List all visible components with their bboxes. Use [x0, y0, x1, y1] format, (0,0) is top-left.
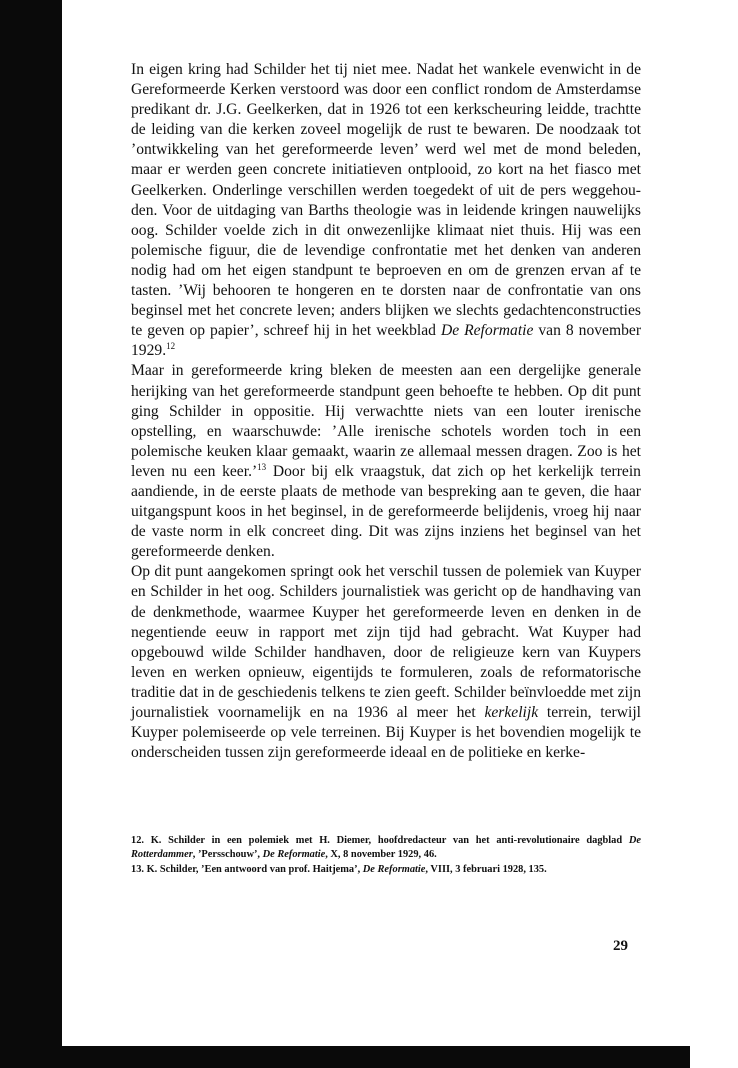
page-number: 29: [613, 938, 628, 954]
text-run: Op dit punt aangekomen springt ook het verschil tussen de polemiek van Kuyper en Schilder in het oog. Schilders journalistiek was gericht op de handhaving van de denkmethode, waarmee Kuyper het gereformeerde leven en denken in de negentiende eeuw in rapport met zijn tijd had gebracht. Wat Kuyper had opgebouwd wilde Schilder handhaven, door de religieuze kern van Kuypers leven en werken opnieuw, eigentijds te formuleren, zoals de reformatorische traditie dat in de geschiedenis telkens te zien geeft. Schilder beïnvloedde met zijn journalistiek voornamelijk en na 1936 al meer het: [131, 563, 641, 721]
footnote-ref-13: 13: [257, 461, 267, 472]
text-run: , X, 8 november 1929, 46.: [325, 849, 437, 861]
text-run: , ’Persschouw’,: [192, 849, 263, 861]
periodical-title: De Reformatie: [362, 863, 426, 875]
paragraph-1: [131, 60, 641, 361]
footnote-ref-12: 12: [166, 341, 176, 352]
text-run: In eigen kring had Schilder het tij niet mee. Nadat het wankele evenwicht in de Gereformeerde Kerken verstoord was door een conflict rondom de Amsterdamse predikant dr. J.G. Geelkerken, dat in 1926 tot een kerkscheuring leidde, trachtte de leiding van die kerken zoveel mogelijk de rust te bewaren. De noodzaak tot ’ontwikkeling van het gereformeerde leven’ werd wel met de mond beleden, maar er werden geen concrete initiatieven ontplooid, zo kort na het fiasco met Geelkerken. Onderlinge verschillen werden toegedekt of uit de pers weggehouden. Voor de uitdaging van Barths theologie was in leidende kringen nauwelijks oog. Schilder voelde zich in dit onwezenlijke klimaat niet thuis. Hij was een polemische figuur, die de levendige confrontatie met het denken van anderen nodig had om het eigen standpunt te beproeven en om de grenzen ervan af te tasten. ’Wij behooren te hongeren en te dorsten naar de confrontatie van ons beginsel met het concrete leven; anders blijken we slechts gedachtenconstructies te geven op papier’, schreef hij in het weekblad: [131, 61, 641, 340]
body-text: [131, 60, 641, 763]
scan-border-left: [0, 0, 62, 1068]
page-body: [131, 60, 641, 763]
periodical-title: De Reformatie: [262, 849, 326, 861]
text-run: , VIII, 3 februari 1928, 135.: [425, 863, 547, 875]
footnote-12: [131, 834, 641, 863]
footnotes: [131, 834, 641, 877]
newspaper-title: De Rotterdammer: [131, 835, 641, 861]
emphasis-kerkelijk: kerkelijk: [484, 704, 539, 721]
text-run: Maar in gereformeerde kring bleken de meesten aan een dergelijke generale herijking van het gereformeerde standpunt geen behoefte te hebben. Op dit punt ging Schilder in oppositie. Hij verwachtte niets van een louter irenische opstelling, en waarschuwde: ’Alle irenische schotels worden toch in een polemische keuken klaar gemaakt, waarin ze allemaal messen dragen. Zoo is het leven nu een keer.’: [131, 362, 641, 480]
text-run: van 8 november 1929.: [131, 322, 642, 360]
text-run: Door bij elk vraagstuk, dat zich op het kerkelijk terrein aandiende, in de eerste plaats de methode van bespreking aan te geven, die haar uitgangspunt koos in het beginsel, in de gereformeerde belijdenis, vroeg hij naar de vaste norm in elk concreet ding. Dit was zijns inziens het beginsel van het gereformeerde denken.: [131, 462, 641, 561]
paragraph-3: [131, 562, 641, 763]
paragraph-2: [131, 361, 641, 562]
periodical-title: De Reformatie: [440, 322, 534, 340]
scan-border-bottom: [0, 1046, 690, 1068]
footnote-13: [131, 863, 641, 877]
text-run: terrein, terwijl Kuyper polemiseerde op vele terreinen. Bij Kuyper is het bovendien mogelijk te onderscheiden tussen zijn gereformeerde ideaal en de politieke en kerke-: [131, 704, 641, 762]
text-run: 13. K. Schilder, ’Een antwoord van prof. Haitjema’,: [131, 863, 363, 875]
text-run: 12. K. Schilder in een polemiek met H. Diemer, hoofdredacteur van het anti-revolutionaire dagblad: [131, 835, 629, 846]
